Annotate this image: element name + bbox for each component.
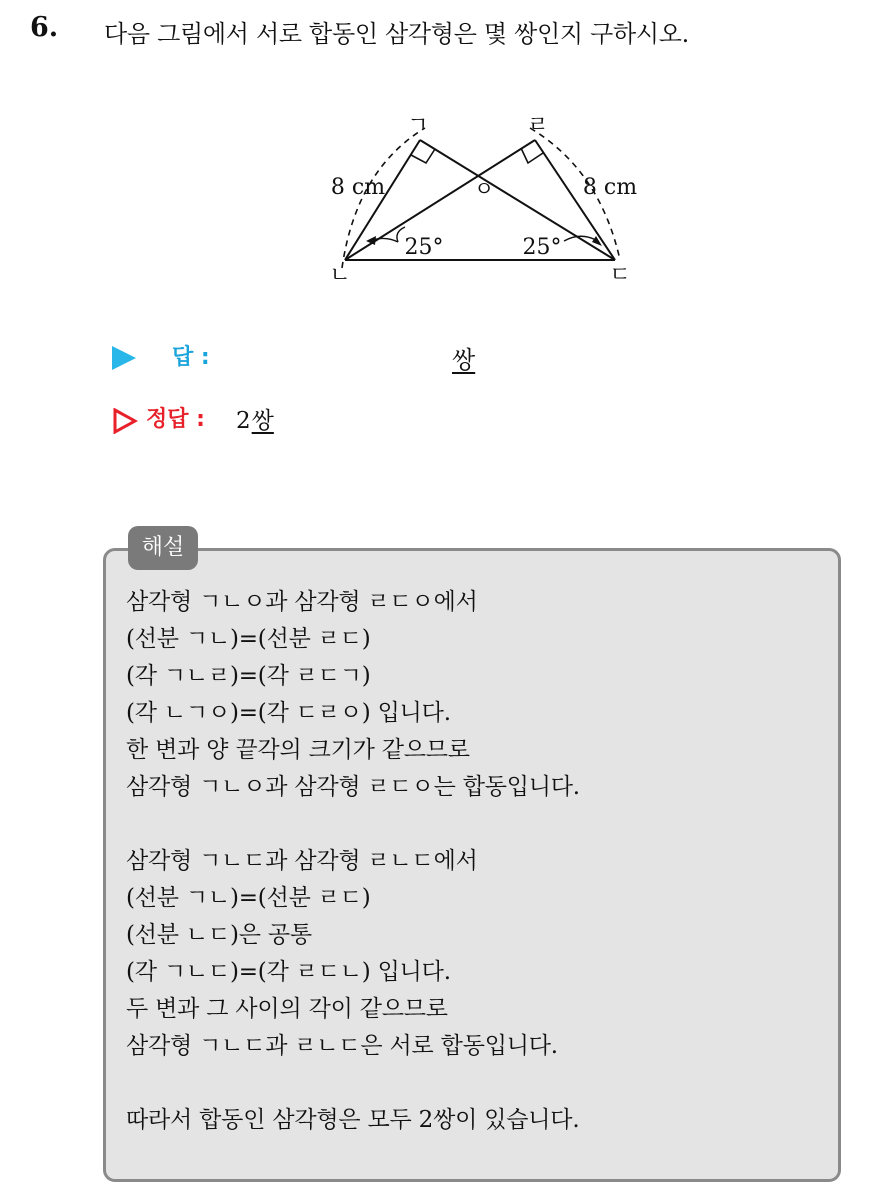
correct-answer-unit: 쌍 (251, 408, 274, 434)
answer-row (108, 340, 608, 376)
explanation-line: 삼각형 ㄱㄴㅇ과 삼각형 ㄹㄷㅇ는 합동입니다. (126, 774, 580, 800)
explanation-line: (각 ㄱㄴㄷ)=(각 ㄹㄷㄴ) 입니다. (126, 959, 451, 985)
vertex-label-top-left: ㄱ (407, 113, 429, 138)
segment-tl-br (420, 140, 615, 260)
explanation-line: 삼각형 ㄱㄴㅇ과 삼각형 ㄹㄷㅇ에서 (126, 589, 478, 615)
correct-answer-row (108, 402, 608, 438)
angle-label-left: 25° (404, 235, 444, 260)
intersection-label: ㅇ (473, 177, 495, 201)
explanation-line: (선분 ㄴㄷ)은 공통 (126, 922, 312, 948)
angle-label-right: 25° (522, 235, 562, 260)
answer-label: 답 : (172, 345, 210, 370)
explanation-line: 삼각형 ㄱㄴㄷ과 삼각형 ㄹㄴㄷ에서 (126, 848, 478, 874)
question-text: 다음 그림에서 서로 합동인 삼각형은 몇 쌍인지 구하시오. (104, 20, 689, 48)
explanation-line: 따라서 합동인 삼각형은 모두 2쌍이 있습니다. (126, 1107, 580, 1133)
explanation-line: 두 변과 그 사이의 각이 같으므로 (126, 996, 448, 1022)
side-length-left: 8 cm (330, 175, 386, 200)
right-angle-mark-right (521, 148, 543, 163)
explanation-tag: 해설 (128, 526, 198, 570)
correct-answer-number: 2 (236, 408, 251, 434)
outline-triangle-icon (112, 408, 138, 434)
side-length-right: 8 cm (582, 175, 638, 200)
explanation-line: 한 변과 양 끝각의 크기가 같으므로 (126, 737, 470, 763)
correct-answer-value (236, 402, 274, 435)
explanation-line: 삼각형 ㄱㄴㄷ과 ㄹㄴㄷ은 서로 합동입니다. (126, 1033, 558, 1059)
right-angle-mark-left (411, 149, 435, 163)
triangle-figure (320, 110, 650, 290)
explanation-line: (각 ㄴㄱㅇ)=(각 ㄷㄹㅇ) 입니다. (126, 700, 451, 726)
vertex-label-bottom-left: ㄴ (329, 263, 351, 288)
explanation-line: (각 ㄱㄴㄹ)=(각 ㄹㄷㄱ) (126, 663, 371, 689)
explanation-line (126, 806, 826, 843)
answer-unit: 쌍 (452, 346, 476, 374)
explanation-lines (126, 584, 826, 1139)
explanation-line: (선분 ㄱㄴ)=(선분 ㄹㄷ) (126, 885, 371, 911)
explanation-line (126, 1065, 826, 1102)
explanation-line: (선분 ㄱㄴ)=(선분 ㄹㄷ) (126, 626, 371, 652)
vertex-label-bottom-right: ㄷ (609, 263, 631, 288)
play-triangle-icon (112, 346, 136, 370)
vertex-label-top-right: ㄹ (527, 113, 549, 138)
question-number: 6. (30, 12, 59, 43)
correct-answer-label: 정답 : (146, 407, 205, 432)
